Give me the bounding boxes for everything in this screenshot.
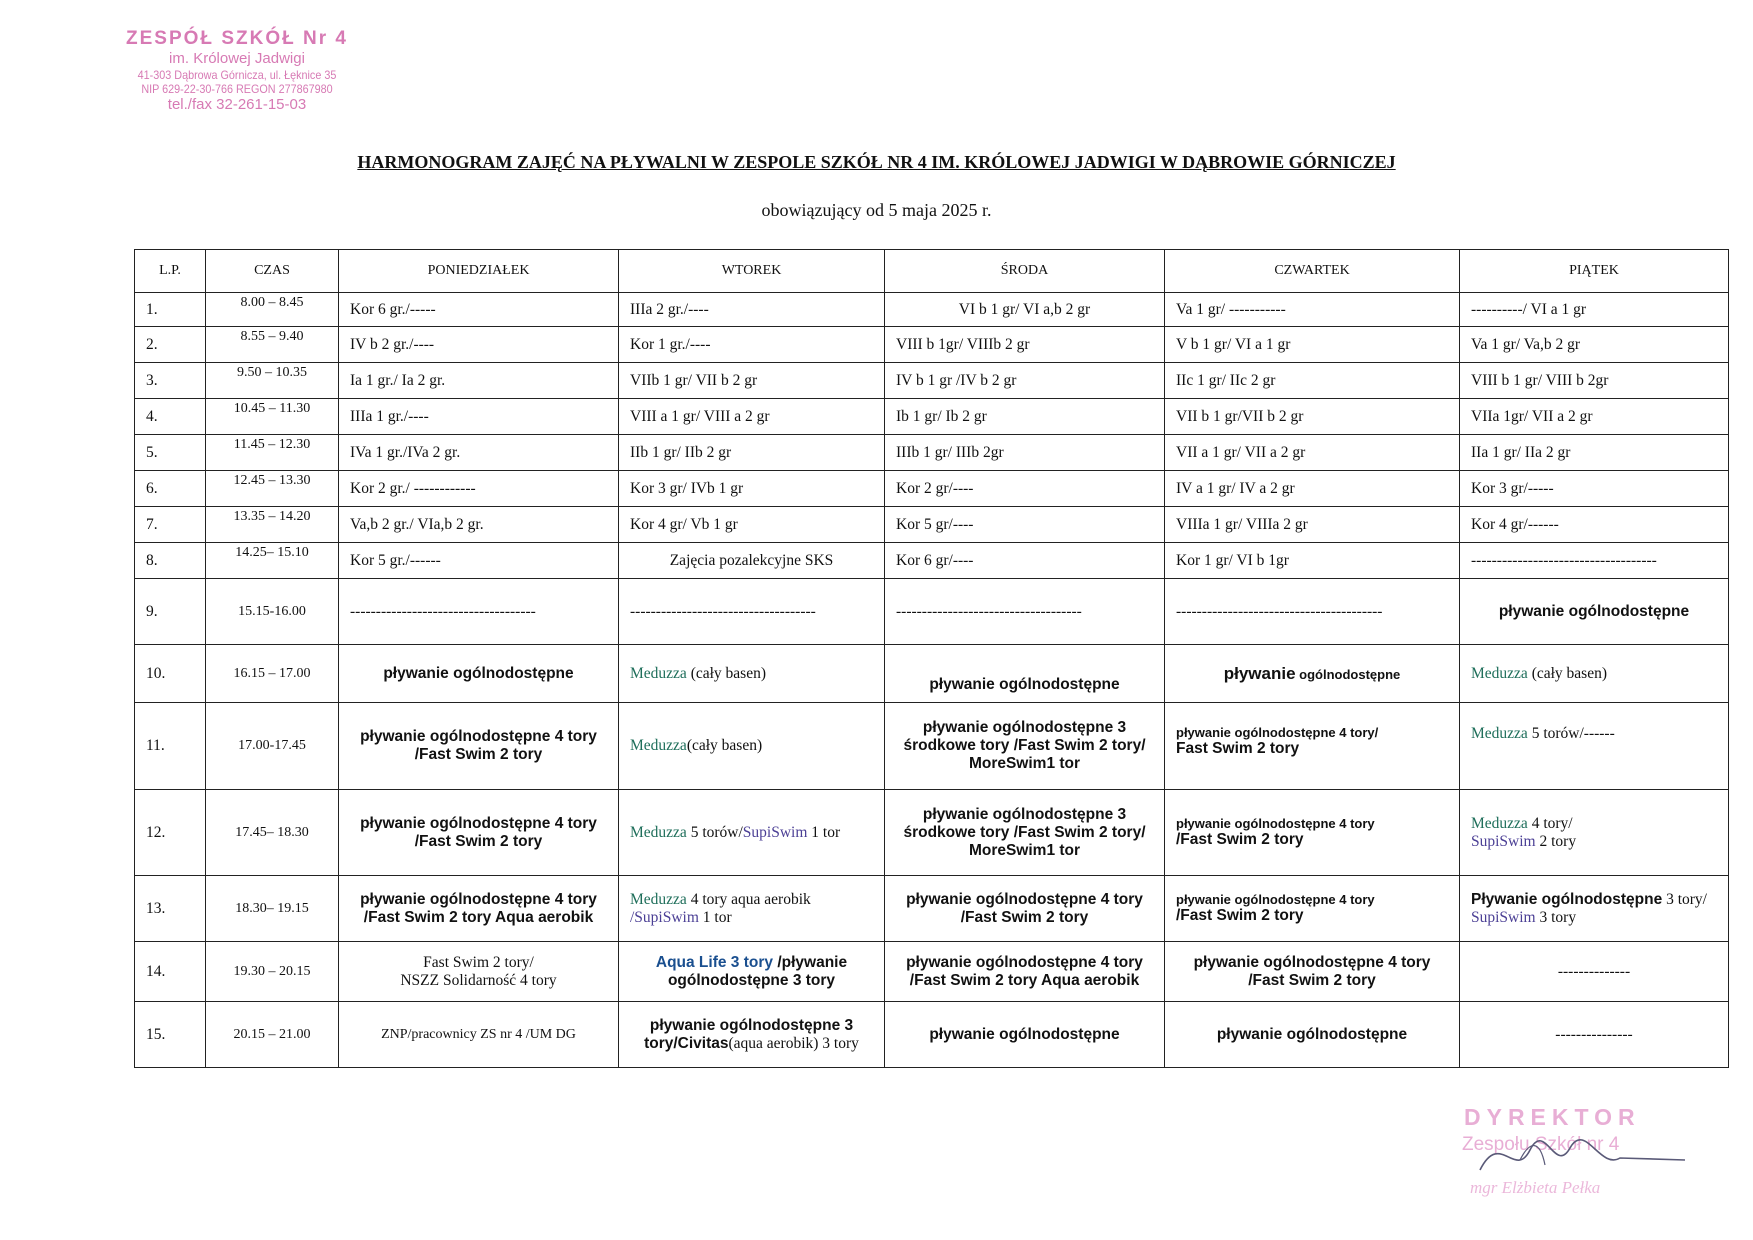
cell-monday: IV b 2 gr./----	[339, 327, 619, 363]
cell-tuesday: ------------------------------------	[619, 579, 885, 645]
signature-title: DYREKTOR	[1464, 1104, 1641, 1130]
cell-lp: 9.	[135, 579, 206, 645]
cell-thursday: pływanie ogólnodostępne	[1165, 1002, 1460, 1068]
cell-thursday: Va 1 gr/ -----------	[1165, 293, 1460, 327]
cell-time: 12.45 – 13.30	[206, 471, 339, 507]
stamp-line: ZESPÓŁ SZKÓŁ Nr 4	[126, 28, 348, 49]
cell-text: /pływanie ogólnodostępne 3 tory	[667, 953, 848, 989]
meduzza-label: Meduzza	[1471, 725, 1528, 742]
cell-time: 10.45 – 11.30	[206, 399, 339, 435]
cell-lp: 10.	[135, 645, 206, 703]
table-row	[135, 1002, 1729, 1068]
cell-monday: IVa 1 gr./IVa 2 gr.	[339, 435, 619, 471]
cell-text: /Fast Swim 2 tory	[1176, 831, 1304, 848]
cell-wednesday: pływanie ogólnodostępne	[885, 645, 1165, 703]
cell-text: ogólnodostępne	[1295, 666, 1401, 682]
meduzza-label: Meduzza	[630, 664, 687, 682]
stamp-line: 41-303 Dąbrowa Górnicza, ul. Łęknice 35	[137, 68, 337, 83]
stamp-line: NIP 629-22-30-766 REGON 277867980	[141, 82, 333, 97]
cell-wednesday: Kor 6 gr/----	[885, 543, 1165, 579]
cell-tuesday	[619, 1002, 885, 1068]
cell-lp: 5.	[135, 435, 206, 471]
cell-lp: 11.	[135, 703, 206, 790]
table-row	[135, 471, 1729, 507]
table-header-row	[135, 250, 1729, 293]
cell-thursday: ----------------------------------------	[1165, 579, 1460, 645]
cell-text: 2 tory	[1535, 832, 1577, 850]
cell-text: NSZZ Solidarność 4 tory	[400, 971, 557, 989]
table-row	[135, 435, 1729, 471]
header-czas: CZAS	[206, 250, 339, 293]
cell-thursday	[1165, 703, 1460, 790]
cell-thursday: VII b 1 gr/VII b 2 gr	[1165, 399, 1460, 435]
table-row	[135, 507, 1729, 543]
cell-time: 9.50 – 10.35	[206, 363, 339, 399]
cell-monday: pływanie ogólnodostępne 4 tory /Fast Swim 2 tory	[339, 790, 619, 876]
cell-monday: IIIa 1 gr./----	[339, 399, 619, 435]
meduzza-label: Meduzza	[630, 823, 687, 841]
cell-text: 1 tor	[807, 823, 841, 841]
cell-tuesday: Kor 1 gr./----	[619, 327, 885, 363]
header-poniedzialek: PONIEDZIAŁEK	[339, 250, 619, 293]
cell-monday: ------------------------------------	[339, 579, 619, 645]
cell-lp: 12.	[135, 790, 206, 876]
header-piatek: PIĄTEK	[1460, 250, 1729, 293]
cell-monday: ZNP/pracownicy ZS nr 4 /UM DG	[339, 1002, 619, 1068]
cell-lp: 15.	[135, 1002, 206, 1068]
cell-time: 17.00-17.45	[206, 703, 339, 790]
schedule-table	[134, 249, 1729, 1068]
stamp-line: tel./fax 32-261-15-03	[167, 96, 307, 114]
cell-friday: VIIa 1gr/ VII a 2 gr	[1460, 399, 1729, 435]
cell-monday: Kor 2 gr./ ------------	[339, 471, 619, 507]
cell-wednesday: IV b 1 gr /IV b 2 gr	[885, 363, 1165, 399]
cell-time: 20.15 – 21.00	[206, 1002, 339, 1068]
cell-friday: Kor 4 gr/------	[1460, 507, 1729, 543]
table-row	[135, 579, 1729, 645]
document-title: HARMONOGRAM ZAJĘĆ NA PŁYWALNI W ZESPOLE SZKÓŁ NR 4 IM. KRÓLOWEJ JADWIGI W DĄBROWIE GÓRNICZEJ	[357, 152, 1396, 172]
table-row	[135, 703, 1729, 790]
cell-wednesday: Kor 2 gr/----	[885, 471, 1165, 507]
cell-tuesday: IIIa 2 gr./----	[619, 293, 885, 327]
cell-monday: Kor 5 gr./------	[339, 543, 619, 579]
cell-text: (cały basen)	[1527, 664, 1607, 682]
cell-wednesday: pływanie ogólnodostępne 3 środkowe tory /Fast Swim 2 tory/ MoreSwim1 tor	[885, 703, 1165, 790]
supiswim-label: /SupiSwim	[630, 908, 699, 926]
cell-wednesday: pływanie ogólnodostępne 3 środkowe tory /Fast Swim 2 tory/ MoreSwim1 tor	[885, 790, 1165, 876]
cell-friday: ----------/ VI a 1 gr	[1460, 293, 1729, 327]
cell-wednesday: VIII b 1gr/ VIIIb 2 gr	[885, 327, 1165, 363]
cell-friday: Va 1 gr/ Va,b 2 gr	[1460, 327, 1729, 363]
cell-friday: IIa 1 gr/ IIa 2 gr	[1460, 435, 1729, 471]
handwritten-signature-icon	[1460, 1120, 1690, 1190]
cell-tuesday	[619, 876, 885, 942]
school-stamp	[112, 28, 362, 114]
cell-thursday: Kor 1 gr/ VI b 1gr	[1165, 543, 1460, 579]
cell-text: 1 tor	[698, 908, 732, 926]
cell-text: 3 tory/	[1662, 890, 1707, 908]
cell-monday: pływanie ogólnodostępne 4 tory /Fast Swim 2 tory Aqua aerobik	[339, 876, 619, 942]
cell-tuesday	[619, 645, 885, 703]
cell-friday: --------------	[1460, 942, 1729, 1002]
cell-thursday: VII a 1 gr/ VII a 2 gr	[1165, 435, 1460, 471]
cell-lp: 3.	[135, 363, 206, 399]
signature-name: mgr Elżbieta Pełka	[1470, 1178, 1601, 1197]
meduzza-label: Meduzza	[630, 737, 687, 754]
cell-wednesday: pływanie ogólnodostępne 4 tory /Fast Swim 2 tory Aqua aerobik	[885, 942, 1165, 1002]
cell-lp: 2.	[135, 327, 206, 363]
cell-text: Fast Swim 2 tory	[1176, 740, 1300, 757]
table-row	[135, 399, 1729, 435]
cell-monday: Ia 1 gr./ Ia 2 gr.	[339, 363, 619, 399]
cell-tuesday: VIIb 1 gr/ VII b 2 gr	[619, 363, 885, 399]
cell-tuesday	[619, 942, 885, 1002]
signature-school: Zespołu Szkół nr 4	[1462, 1134, 1620, 1155]
cell-friday	[1460, 790, 1729, 876]
cell-monday: pływanie ogólnodostępne 4 tory /Fast Swim 2 tory	[339, 703, 619, 790]
cell-tuesday: Kor 4 gr/ Vb 1 gr	[619, 507, 885, 543]
table-row	[135, 645, 1729, 703]
aqua-life-label: Aqua Life 3 tory	[655, 953, 774, 971]
table-row	[135, 942, 1729, 1002]
cell-monday: Va,b 2 gr./ VIa,b 2 gr.	[339, 507, 619, 543]
cell-text: (cały basen)	[686, 737, 763, 754]
cell-text: 4 tory/	[1527, 814, 1573, 832]
cell-friday: Kor 3 gr/-----	[1460, 471, 1729, 507]
cell-thursday: pływanie ogólnodostępne 4 tory /Fast Swim 2 tory	[1165, 942, 1460, 1002]
meduzza-label: Meduzza	[1471, 814, 1528, 832]
supiswim-label: SupiSwim	[742, 823, 808, 841]
cell-text: 5 torów/	[686, 823, 743, 841]
header-lp: L.P.	[135, 250, 206, 293]
cell-thursday: IIc 1 gr/ IIc 2 gr	[1165, 363, 1460, 399]
cell-wednesday: Kor 5 gr/----	[885, 507, 1165, 543]
cell-thursday: VIIIa 1 gr/ VIIIa 2 gr	[1165, 507, 1460, 543]
director-signature-stamp	[1440, 1100, 1700, 1210]
cell-time: 13.35 – 14.20	[206, 507, 339, 543]
cell-tuesday: VIII a 1 gr/ VIII a 2 gr	[619, 399, 885, 435]
cell-tuesday: Kor 3 gr/ IVb 1 gr	[619, 471, 885, 507]
cell-lp: 8.	[135, 543, 206, 579]
table-row	[135, 363, 1729, 399]
cell-time: 8.55 – 9.40	[206, 327, 339, 363]
cell-tuesday	[619, 703, 885, 790]
document-subtitle: obowiązujący od 5 maja 2025 r.	[761, 200, 992, 220]
header-sroda: ŚRODA	[885, 250, 1165, 293]
header-wtorek: WTOREK	[619, 250, 885, 293]
cell-text: pływanie ogólnodostępne 4 tory/	[1176, 725, 1379, 740]
cell-tuesday: IIb 1 gr/ IIb 2 gr	[619, 435, 885, 471]
table-row	[135, 293, 1729, 327]
cell-thursday	[1165, 876, 1460, 942]
meduzza-label: Meduzza	[1471, 664, 1528, 682]
cell-friday: ------------------------------------	[1460, 543, 1729, 579]
cell-monday: pływanie ogólnodostępne	[339, 645, 619, 703]
cell-tuesday	[619, 790, 885, 876]
cell-time: 11.45 – 12.30	[206, 435, 339, 471]
cell-tuesday: Zajęcia pozalekcyjne SKS	[619, 543, 885, 579]
cell-text: 4 tory aqua aerobik	[686, 890, 811, 908]
cell-wednesday: Ib 1 gr/ Ib 2 gr	[885, 399, 1165, 435]
cell-time: 15.15-16.00	[206, 579, 339, 645]
cell-thursday: IV a 1 gr/ IV a 2 gr	[1165, 471, 1460, 507]
supiswim-label: SupiSwim	[1471, 908, 1536, 926]
cell-thursday: V b 1 gr/ VI a 1 gr	[1165, 327, 1460, 363]
stamp-line: im. Królowej Jadwigi	[169, 50, 305, 68]
cell-wednesday: pływanie ogólnodostępne 4 tory /Fast Swim 2 tory	[885, 876, 1165, 942]
cell-text: 3 tory	[1535, 908, 1577, 926]
cell-wednesday: pływanie ogólnodostępne	[885, 1002, 1165, 1068]
table-row	[135, 876, 1729, 942]
table-row	[135, 327, 1729, 363]
cell-text: pływanie ogólnodostępne 4 tory	[1176, 892, 1375, 907]
meduzza-label: Meduzza	[630, 890, 687, 908]
cell-friday: pływanie ogólnodostępne	[1460, 579, 1729, 645]
cell-text: Pływanie ogólnodostępne	[1471, 890, 1663, 908]
table-row	[135, 790, 1729, 876]
cell-friday	[1460, 703, 1729, 790]
cell-lp: 6.	[135, 471, 206, 507]
cell-lp: 14.	[135, 942, 206, 1002]
cell-text: pływanie ogólnodostępne 4 tory	[1176, 816, 1375, 831]
cell-friday	[1460, 876, 1729, 942]
cell-text: (cały basen)	[686, 664, 766, 682]
cell-lp: 13.	[135, 876, 206, 942]
cell-wednesday: VI b 1 gr/ VI a,b 2 gr	[885, 293, 1165, 327]
cell-friday	[1460, 645, 1729, 703]
supiswim-label: SupiSwim	[1471, 832, 1536, 850]
header-czwartek: CZWARTEK	[1165, 250, 1460, 293]
cell-monday: Kor 6 gr./-----	[339, 293, 619, 327]
cell-text: (aqua aerobik) 3 tory	[728, 1034, 859, 1052]
cell-time: 18.30– 19.15	[206, 876, 339, 942]
cell-time: 14.25– 15.10	[206, 543, 339, 579]
cell-wednesday: ------------------------------------	[885, 579, 1165, 645]
cell-text: pływanie ogólnodostępne 3 tory/Civitas	[644, 1016, 854, 1052]
cell-monday	[339, 942, 619, 1002]
cell-thursday	[1165, 790, 1460, 876]
cell-time: 17.45– 18.30	[206, 790, 339, 876]
cell-time: 19.30 – 20.15	[206, 942, 339, 1002]
cell-wednesday: IIIb 1 gr/ IIIb 2gr	[885, 435, 1165, 471]
cell-text: /Fast Swim 2 tory	[1176, 907, 1304, 924]
cell-time: 8.00 – 8.45	[206, 293, 339, 327]
cell-lp: 4.	[135, 399, 206, 435]
cell-friday: ---------------	[1460, 1002, 1729, 1068]
cell-text: Fast Swim 2 tory/	[423, 953, 534, 971]
cell-text: pływanie	[1223, 663, 1296, 683]
cell-thursday	[1165, 645, 1460, 703]
cell-lp: 7.	[135, 507, 206, 543]
cell-time: 16.15 – 17.00	[206, 645, 339, 703]
cell-friday: VIII b 1 gr/ VIII b 2gr	[1460, 363, 1729, 399]
cell-text: 5 torów/------	[1527, 725, 1615, 742]
cell-lp: 1.	[135, 293, 206, 327]
table-row	[135, 543, 1729, 579]
